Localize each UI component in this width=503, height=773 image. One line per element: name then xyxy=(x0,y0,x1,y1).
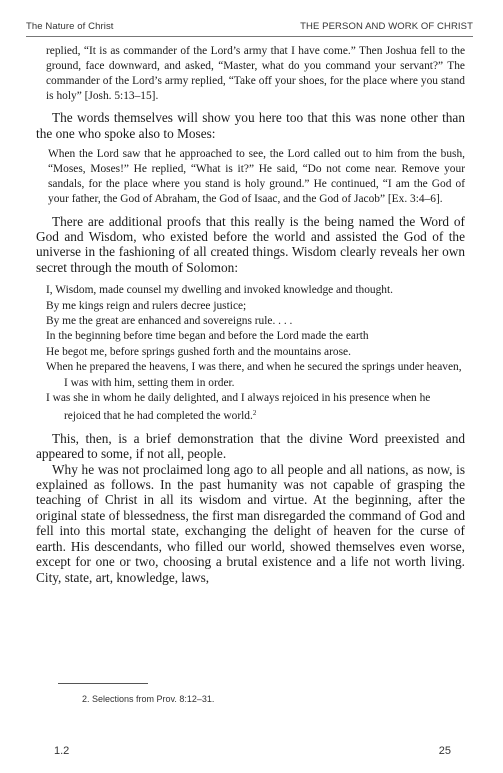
running-head-left: The Nature of Christ xyxy=(26,21,114,32)
paragraph-why: Why he was not proclaimed long ago to all people and all nations, as now, is explained as follows. In the past humanity was not capable of grasping the teaching of Christ in all its wisdom and virtue. At the beginning, after the original state of blessedness, the first man disregarded the command of God and fell into this mortal state, exchanging the delight of heaven for the curse of earth. His descendants, who filled our world, showed themselves even worse, except for one or two, choosing a brutal existence and a life not worth living. City, state, art, knowledge, laws, xyxy=(36,461,465,585)
paragraph-moses: The words themselves will show you here too that this was none other than the one who spoke also to Moses: xyxy=(36,110,465,141)
wisdom-quotation xyxy=(46,283,465,425)
wisdom-line: I, Wisdom, made counsel my dwelling and invoked knowledge and thought. xyxy=(46,284,394,297)
wisdom-line: By me kings reign and rulers decree justice; xyxy=(46,299,247,312)
paragraph-demonstration: This, then, is a brief demonstration that the divine Word preexisted and appeared to some, if not all, people. xyxy=(36,430,465,462)
footnote-reference: 2 xyxy=(252,409,257,418)
running-head-right: THE PERSON AND WORK OF CHRIST xyxy=(300,21,473,32)
paragraph-proofs: There are additional proofs that this really is the being named the Word of God and Wisdom, who existed before the world and assisted the God of the universe in the fashioning of all created things. Wisdom clearly reveals her own secret through the mouth of Solomon: xyxy=(36,213,465,275)
exodus-quotation: When the Lord saw that he approached to see, the Lord called out to him from the bush, “Moses, Moses!” He replied, “What is it?” He said, “Do not come near. Remove your sandals, for the place where you stand is holy ground.” He continued, “I am the God of your father, the God of Abraham, the God of Isaac, and the God of Jacob” [Ex. 3:4–6]. xyxy=(48,148,465,206)
joshua-quotation xyxy=(46,44,465,104)
wisdom-line-text: I was she in whom he daily delighted, and I always rejoiced in his presence when he rejoiced that he had completed the world. xyxy=(46,392,431,423)
wisdom-line: When he prepared the heavens, I was there, and when he secured the springs under heaven, I was with him, setting them in order. xyxy=(46,361,462,389)
wisdom-line: In the beginning before time began and before the Lord made the earth xyxy=(46,330,369,343)
folio-left: 1.2 xyxy=(54,745,70,757)
page-body xyxy=(36,44,465,585)
wisdom-line-last xyxy=(46,391,465,425)
wisdom-line: He begot me, before springs gushed forth and the mountains arose. xyxy=(46,345,351,358)
footnote-divider xyxy=(58,683,148,684)
wisdom-line: By me the great are enhanced and sovereigns rule. . . . xyxy=(46,315,293,327)
running-head xyxy=(26,20,473,37)
page-number: 25 xyxy=(438,745,451,757)
footnote: 2. Selections from Prov. 8:12–31. xyxy=(82,694,215,704)
joshua-quotation-text: replied, “It is as commander of the Lord’s army that I have come.” Then Joshua fell to the ground, face downward, and asked, “Master, what do you command your servant?” The commander of the Lord’s army replied, “Take off your shoes, for the place where you stand is holy” [Josh. 5:13–15]. xyxy=(46,45,465,103)
